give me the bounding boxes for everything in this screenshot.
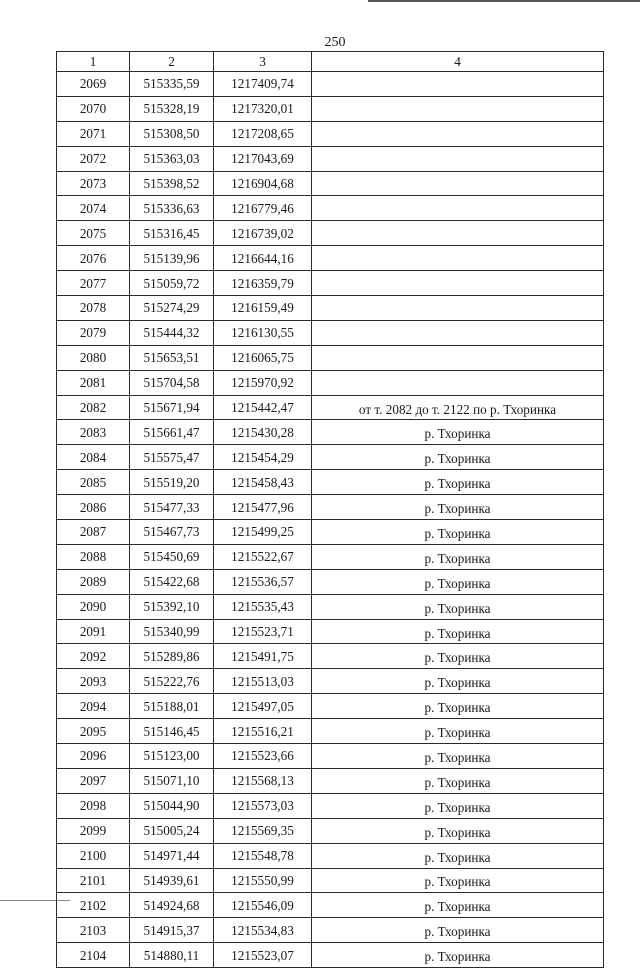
table-row xyxy=(57,271,604,296)
x-coordinate-cell: 515005,24 xyxy=(130,818,214,843)
description-cell xyxy=(312,196,604,221)
point-number-cell: 2091 xyxy=(57,619,130,644)
description-cell: р. Тхоринка xyxy=(312,818,604,843)
table-row xyxy=(57,619,604,644)
y-coordinate-cell: 1217043,69 xyxy=(214,146,312,171)
point-number-cell: 2084 xyxy=(57,445,130,470)
point-number-cell: 2094 xyxy=(57,694,130,719)
header-col-3: 3 xyxy=(214,52,312,72)
table-row xyxy=(57,744,604,769)
y-coordinate-cell: 1215522,67 xyxy=(214,544,312,569)
description-cell: р. Тхоринка xyxy=(312,793,604,818)
table-body xyxy=(57,72,604,968)
x-coordinate-cell: 515071,10 xyxy=(130,768,214,793)
x-coordinate-cell: 515335,59 xyxy=(130,72,214,97)
description-cell: р. Тхоринка xyxy=(312,445,604,470)
y-coordinate-cell: 1215568,13 xyxy=(214,768,312,793)
x-coordinate-cell: 515139,96 xyxy=(130,246,214,271)
table-row xyxy=(57,445,604,470)
table-row xyxy=(57,345,604,370)
table-row xyxy=(57,395,604,420)
header-col-2: 2 xyxy=(130,52,214,72)
point-number-cell: 2070 xyxy=(57,96,130,121)
table-row xyxy=(57,495,604,520)
point-number-cell: 2080 xyxy=(57,345,130,370)
x-coordinate-cell: 515274,29 xyxy=(130,296,214,321)
x-coordinate-cell: 514880,11 xyxy=(130,943,214,968)
y-coordinate-cell: 1216359,79 xyxy=(214,271,312,296)
x-coordinate-cell: 515704,58 xyxy=(130,370,214,395)
y-coordinate-cell: 1217409,74 xyxy=(214,72,312,97)
point-number-cell: 2102 xyxy=(57,893,130,918)
point-number-cell: 2075 xyxy=(57,221,130,246)
table-row xyxy=(57,544,604,569)
description-cell: р. Тхоринка xyxy=(312,569,604,594)
x-coordinate-cell: 515289,86 xyxy=(130,644,214,669)
point-number-cell: 2086 xyxy=(57,495,130,520)
y-coordinate-cell: 1215569,35 xyxy=(214,818,312,843)
y-coordinate-cell: 1215499,25 xyxy=(214,520,312,545)
description-cell: р. Тхоринка xyxy=(312,619,604,644)
table-row xyxy=(57,893,604,918)
point-number-cell: 2071 xyxy=(57,121,130,146)
point-number-cell: 2090 xyxy=(57,594,130,619)
y-coordinate-cell: 1216130,55 xyxy=(214,320,312,345)
point-number-cell: 2101 xyxy=(57,868,130,893)
point-number-cell: 2069 xyxy=(57,72,130,97)
description-cell: р. Тхоринка xyxy=(312,744,604,769)
description-cell: от т. 2082 до т. 2122 по р. Тхоринка xyxy=(312,395,604,420)
description-cell: р. Тхоринка xyxy=(312,470,604,495)
point-number-cell: 2100 xyxy=(57,843,130,868)
point-number-cell: 2099 xyxy=(57,818,130,843)
description-cell: р. Тхоринка xyxy=(312,495,604,520)
y-coordinate-cell: 1215546,09 xyxy=(214,893,312,918)
header-col-1: 1 xyxy=(57,52,130,72)
table-row xyxy=(57,246,604,271)
table-row xyxy=(57,719,604,744)
description-cell: р. Тхоринка xyxy=(312,943,604,968)
table-row xyxy=(57,171,604,196)
x-coordinate-cell: 515146,45 xyxy=(130,719,214,744)
point-number-cell: 2073 xyxy=(57,171,130,196)
description-cell: р. Тхоринка xyxy=(312,594,604,619)
description-cell: р. Тхоринка xyxy=(312,669,604,694)
point-number-cell: 2083 xyxy=(57,420,130,445)
y-coordinate-cell: 1216644,16 xyxy=(214,246,312,271)
y-coordinate-cell: 1216159,49 xyxy=(214,296,312,321)
table-row xyxy=(57,196,604,221)
y-coordinate-cell: 1216904,68 xyxy=(214,171,312,196)
y-coordinate-cell: 1217208,65 xyxy=(214,121,312,146)
table-row xyxy=(57,420,604,445)
y-coordinate-cell: 1215491,75 xyxy=(214,644,312,669)
table-row xyxy=(57,296,604,321)
x-coordinate-cell: 515575,47 xyxy=(130,445,214,470)
description-cell: р. Тхоринка xyxy=(312,918,604,943)
y-coordinate-cell: 1216065,75 xyxy=(214,345,312,370)
description-cell: р. Тхоринка xyxy=(312,843,604,868)
y-coordinate-cell: 1215548,78 xyxy=(214,843,312,868)
table-row xyxy=(57,96,604,121)
x-coordinate-cell: 515422,68 xyxy=(130,569,214,594)
table-row xyxy=(57,594,604,619)
y-coordinate-cell: 1215523,07 xyxy=(214,943,312,968)
x-coordinate-cell: 515671,94 xyxy=(130,395,214,420)
x-coordinate-cell: 515222,76 xyxy=(130,669,214,694)
y-coordinate-cell: 1215535,43 xyxy=(214,594,312,619)
table-row xyxy=(57,569,604,594)
table-row xyxy=(57,793,604,818)
description-cell xyxy=(312,146,604,171)
x-coordinate-cell: 515044,90 xyxy=(130,793,214,818)
header-col-4: 4 xyxy=(312,52,604,72)
point-number-cell: 2093 xyxy=(57,669,130,694)
table-header xyxy=(57,52,604,72)
x-coordinate-cell: 515653,51 xyxy=(130,345,214,370)
description-cell xyxy=(312,221,604,246)
point-number-cell: 2082 xyxy=(57,395,130,420)
y-coordinate-cell: 1216739,02 xyxy=(214,221,312,246)
x-coordinate-cell: 515123,00 xyxy=(130,744,214,769)
point-number-cell: 2078 xyxy=(57,296,130,321)
x-coordinate-cell: 515661,47 xyxy=(130,420,214,445)
description-cell xyxy=(312,271,604,296)
table-row xyxy=(57,470,604,495)
table-row xyxy=(57,768,604,793)
point-number-cell: 2076 xyxy=(57,246,130,271)
x-coordinate-cell: 515392,10 xyxy=(130,594,214,619)
coordinates-table xyxy=(56,51,604,968)
y-coordinate-cell: 1215523,66 xyxy=(214,744,312,769)
description-cell: р. Тхоринка xyxy=(312,544,604,569)
y-coordinate-cell: 1215497,05 xyxy=(214,694,312,719)
point-number-cell: 2077 xyxy=(57,271,130,296)
description-cell xyxy=(312,96,604,121)
point-number-cell: 2104 xyxy=(57,943,130,968)
description-cell: р. Тхоринка xyxy=(312,893,604,918)
point-number-cell: 2079 xyxy=(57,320,130,345)
y-coordinate-cell: 1215516,21 xyxy=(214,719,312,744)
y-coordinate-cell: 1215573,03 xyxy=(214,793,312,818)
x-coordinate-cell: 515340,99 xyxy=(130,619,214,644)
x-coordinate-cell: 515308,50 xyxy=(130,121,214,146)
x-coordinate-cell: 514971,44 xyxy=(130,843,214,868)
table-row xyxy=(57,121,604,146)
description-cell xyxy=(312,370,604,395)
table-row xyxy=(57,644,604,669)
point-number-cell: 2098 xyxy=(57,793,130,818)
description-cell: р. Тхоринка xyxy=(312,694,604,719)
table-row xyxy=(57,520,604,545)
description-cell: р. Тхоринка xyxy=(312,644,604,669)
description-cell xyxy=(312,72,604,97)
point-number-cell: 2074 xyxy=(57,196,130,221)
y-coordinate-cell: 1215534,83 xyxy=(214,918,312,943)
point-number-cell: 2103 xyxy=(57,918,130,943)
point-number-cell: 2081 xyxy=(57,370,130,395)
description-cell xyxy=(312,171,604,196)
y-coordinate-cell: 1215536,57 xyxy=(214,569,312,594)
y-coordinate-cell: 1215970,92 xyxy=(214,370,312,395)
description-cell: р. Тхоринка xyxy=(312,420,604,445)
x-coordinate-cell: 515328,19 xyxy=(130,96,214,121)
table-row xyxy=(57,918,604,943)
x-coordinate-cell: 514939,61 xyxy=(130,868,214,893)
x-coordinate-cell: 515336,63 xyxy=(130,196,214,221)
table-row xyxy=(57,146,604,171)
table-row xyxy=(57,221,604,246)
description-cell: р. Тхоринка xyxy=(312,719,604,744)
table-row xyxy=(57,669,604,694)
x-coordinate-cell: 515188,01 xyxy=(130,694,214,719)
x-coordinate-cell: 515398,52 xyxy=(130,171,214,196)
page-number: 250 xyxy=(324,35,346,50)
x-coordinate-cell: 515059,72 xyxy=(130,271,214,296)
description-cell: р. Тхоринка xyxy=(312,520,604,545)
scan-edge-top xyxy=(368,0,640,2)
table-row xyxy=(57,843,604,868)
table-row xyxy=(57,943,604,968)
point-number-cell: 2072 xyxy=(57,146,130,171)
y-coordinate-cell: 1215477,96 xyxy=(214,495,312,520)
x-coordinate-cell: 515467,73 xyxy=(130,520,214,545)
y-coordinate-cell: 1215523,71 xyxy=(214,619,312,644)
point-number-cell: 2095 xyxy=(57,719,130,744)
point-number-cell: 2089 xyxy=(57,569,130,594)
description-cell: р. Тхоринка xyxy=(312,768,604,793)
description-cell xyxy=(312,296,604,321)
point-number-cell: 2096 xyxy=(57,744,130,769)
point-number-cell: 2088 xyxy=(57,544,130,569)
point-number-cell: 2087 xyxy=(57,520,130,545)
x-coordinate-cell: 515477,33 xyxy=(130,495,214,520)
y-coordinate-cell: 1215454,29 xyxy=(214,445,312,470)
description-cell xyxy=(312,121,604,146)
y-coordinate-cell: 1215513,03 xyxy=(214,669,312,694)
header-row xyxy=(57,52,604,72)
description-cell xyxy=(312,345,604,370)
table-row xyxy=(57,694,604,719)
y-coordinate-cell: 1215550,99 xyxy=(214,868,312,893)
x-coordinate-cell: 514924,68 xyxy=(130,893,214,918)
point-number-cell: 2085 xyxy=(57,470,130,495)
point-number-cell: 2097 xyxy=(57,768,130,793)
x-coordinate-cell: 515444,32 xyxy=(130,320,214,345)
table-row xyxy=(57,72,604,97)
y-coordinate-cell: 1217320,01 xyxy=(214,96,312,121)
x-coordinate-cell: 515450,69 xyxy=(130,544,214,569)
description-cell: р. Тхоринка xyxy=(312,868,604,893)
y-coordinate-cell: 1215430,28 xyxy=(214,420,312,445)
y-coordinate-cell: 1215458,43 xyxy=(214,470,312,495)
description-cell xyxy=(312,320,604,345)
table-row xyxy=(57,320,604,345)
x-coordinate-cell: 514915,37 xyxy=(130,918,214,943)
table-row xyxy=(57,868,604,893)
point-number-cell: 2092 xyxy=(57,644,130,669)
x-coordinate-cell: 515363,03 xyxy=(130,146,214,171)
x-coordinate-cell: 515519,20 xyxy=(130,470,214,495)
y-coordinate-cell: 1215442,47 xyxy=(214,395,312,420)
y-coordinate-cell: 1216779,46 xyxy=(214,196,312,221)
table-row xyxy=(57,370,604,395)
description-cell xyxy=(312,246,604,271)
table-row xyxy=(57,818,604,843)
x-coordinate-cell: 515316,45 xyxy=(130,221,214,246)
